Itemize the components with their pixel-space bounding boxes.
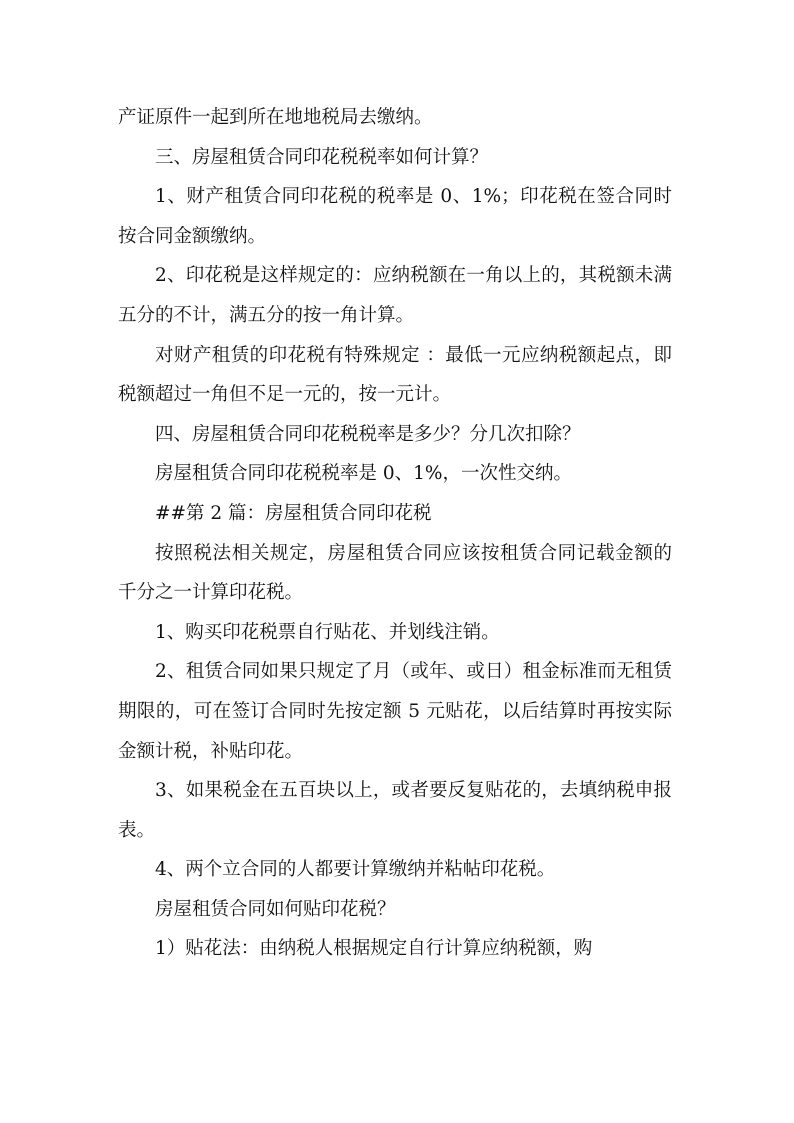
paragraph: 1、购买印花税票自行贴花、并划线注销。: [155, 621, 500, 643]
paragraph: 1、财产租赁合同印花税的税率是 0、1%；印花税在签合同时按合同金额缴纳。: [118, 186, 672, 247]
paragraph: 按照税法相关规定，房屋租赁合同应该按租赁合同记载金额的千分之一计算印花税。: [118, 542, 672, 604]
chapter-heading: ##第 2 篇：房屋租赁合同印花税: [155, 502, 432, 524]
section-heading: 四、房屋租赁合同印花税税率是多少？分几次扣除？: [155, 423, 581, 445]
paragraph: 2、印花税是这样规定的：应纳税额在一角以上的，其税额未满五分的不计，满五分的按一角计算。: [118, 265, 672, 326]
paragraph: 1）贴花法：由纳税人根据规定自行计算应纳税额，购: [155, 938, 593, 960]
section-heading: 三、房屋租赁合同印花税税率如何计算？: [155, 146, 489, 168]
paragraph: 3、如果税金在五百块以上，或者要反复贴花的，去填纳税申报表。: [118, 780, 672, 841]
paragraph: 2、租赁合同如果只规定了月（或年、或日）租金标准而无租赁期限的，可在签订合同时先按定额 5 元贴花，以后结算时再按实际金额计税，补贴印花。: [118, 661, 672, 762]
paragraph: 对财产租赁的印花税有特殊规定 ：最低一元应纳税额起点，即税额超过一角但不足一元的，按一元计。: [118, 344, 672, 406]
document-body: [118, 98, 672, 969]
paragraph: 产证原件一起到所在地地税局去缴纳。: [118, 107, 433, 128]
paragraph: 4、两个立合同的人都要计算缴纳并粘帖印花税。: [155, 859, 556, 881]
section-heading: 房屋租赁合同如何贴印花税？: [155, 898, 396, 920]
paragraph: 房屋租赁合同印花税税率是 0、1%，一次性交纳。: [155, 463, 573, 485]
